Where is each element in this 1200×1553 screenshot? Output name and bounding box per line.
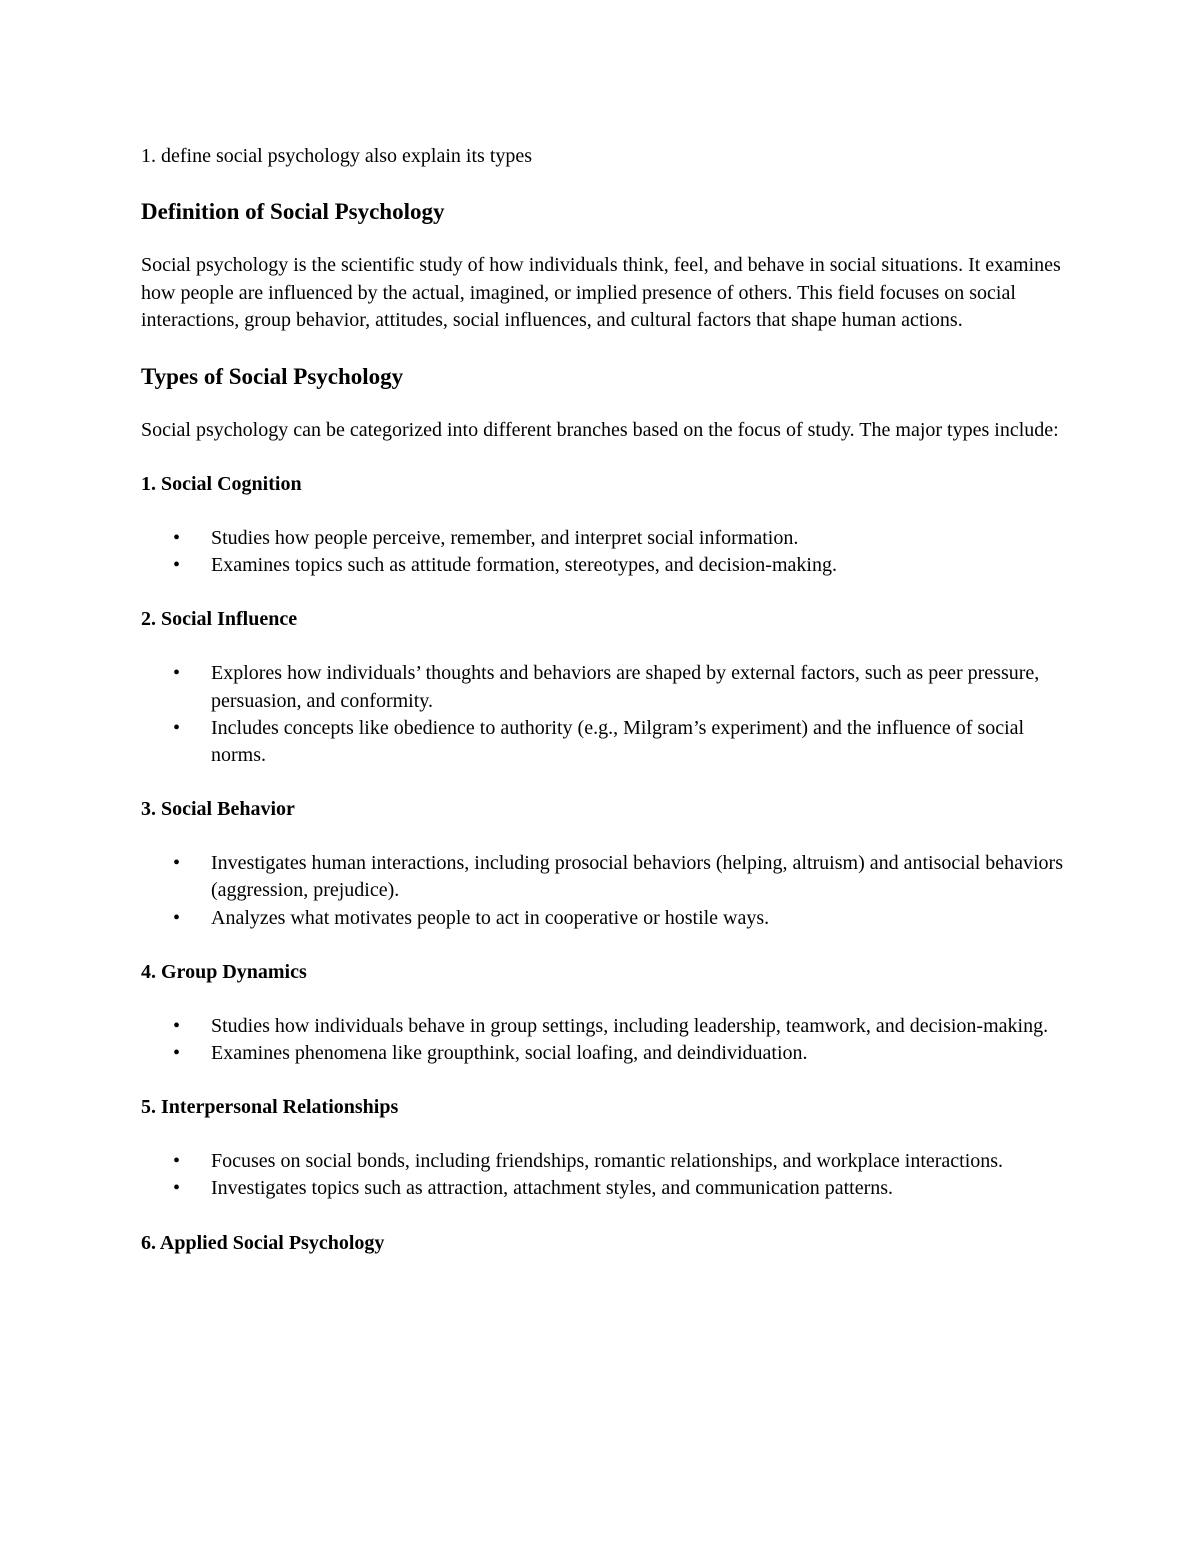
list-item <box>141 1013 1071 1040</box>
list-item <box>141 1148 1071 1175</box>
bullet-icon: • <box>173 1014 181 1037</box>
list-item-text: Focuses on social bonds, including friendships, romantic relationships, and workplace interactions. <box>211 1150 1004 1173</box>
list-item <box>141 850 1071 904</box>
types-heading: Types of Social Psychology <box>141 363 404 389</box>
list-item <box>141 905 1071 932</box>
list-item <box>141 552 1071 579</box>
bullet-icon: • <box>173 716 181 739</box>
list-item-text: Studies how individuals behave in group settings, including leadership, teamwork, and decision-making. <box>211 1014 1049 1037</box>
bullet-icon: • <box>173 554 181 577</box>
list-item <box>141 525 1071 552</box>
bullet-icon: • <box>173 852 181 875</box>
definition-paragraph: Social psychology is the scientific study of how individuals think, feel, and behave in social situations. It examines how people are influenced by the actual, imagined, or implied presence of others. This field focuses on social interactions, group behavior, attitudes, social influences, and cultural factors that shape human actions. <box>141 254 1061 331</box>
bullet-icon: • <box>173 1150 181 1173</box>
list-item <box>141 1040 1071 1067</box>
list-item-text: Examines topics such as attitude formation, stereotypes, and decision-making. <box>211 554 837 577</box>
type-heading-group-dynamics: 4. Group Dynamics <box>141 960 307 983</box>
interpersonal-relationships-list <box>141 1148 1071 1202</box>
list-item <box>141 715 1071 769</box>
type-heading-social-behavior: 3. Social Behavior <box>141 798 295 821</box>
type-heading-interpersonal-relationships: 5. Interpersonal Relationships <box>141 1096 399 1119</box>
bullet-icon: • <box>173 1177 181 1200</box>
type-heading-social-cognition: 1. Social Cognition <box>141 473 302 495</box>
bullet-icon: • <box>173 527 181 549</box>
list-item-text: Investigates topics such as attraction, attachment styles, and communication patterns. <box>211 1177 894 1200</box>
list-item-text: Studies how people perceive, remember, and interpret social information. <box>211 527 799 549</box>
social-influence-list <box>141 660 1071 769</box>
type-heading-social-influence: 2. Social Influence <box>141 608 298 631</box>
bullet-icon: • <box>173 906 181 929</box>
type-heading-applied-social-psychology: 6. Applied Social Psychology <box>141 1231 385 1254</box>
bullet-icon: • <box>173 662 181 685</box>
social-behavior-list <box>141 850 1071 932</box>
list-item-text: Examines phenomena like groupthink, social loafing, and deindividuation. <box>211 1042 808 1065</box>
document-page <box>141 143 1071 1284</box>
list-item-text: Investigates human interactions, including prosocial behaviors (helping, altruism) and antisocial behaviors (aggression, prejudice). <box>211 852 1064 902</box>
list-item-text: Includes concepts like obedience to authority (e.g., Milgram’s experiment) and the influence of social norms. <box>211 716 1025 767</box>
bullet-icon: • <box>173 1042 181 1065</box>
list-item <box>141 1175 1071 1202</box>
social-cognition-list <box>141 525 1071 579</box>
list-item-text: Analyzes what motivates people to act in cooperative or hostile ways. <box>211 906 770 929</box>
list-item <box>141 660 1071 714</box>
question-text: 1. define social psychology also explain its types <box>141 145 533 167</box>
group-dynamics-list <box>141 1013 1071 1067</box>
definition-heading: Definition of Social Psychology <box>141 199 445 224</box>
list-item-text: Explores how individuals’ thoughts and behaviors are shaped by external factors, such as peer pressure, persuasion, and conformity. <box>211 662 1040 712</box>
types-intro-paragraph: Social psychology can be categorized into different branches based on the focus of study. The major types include: <box>141 418 1059 441</box>
